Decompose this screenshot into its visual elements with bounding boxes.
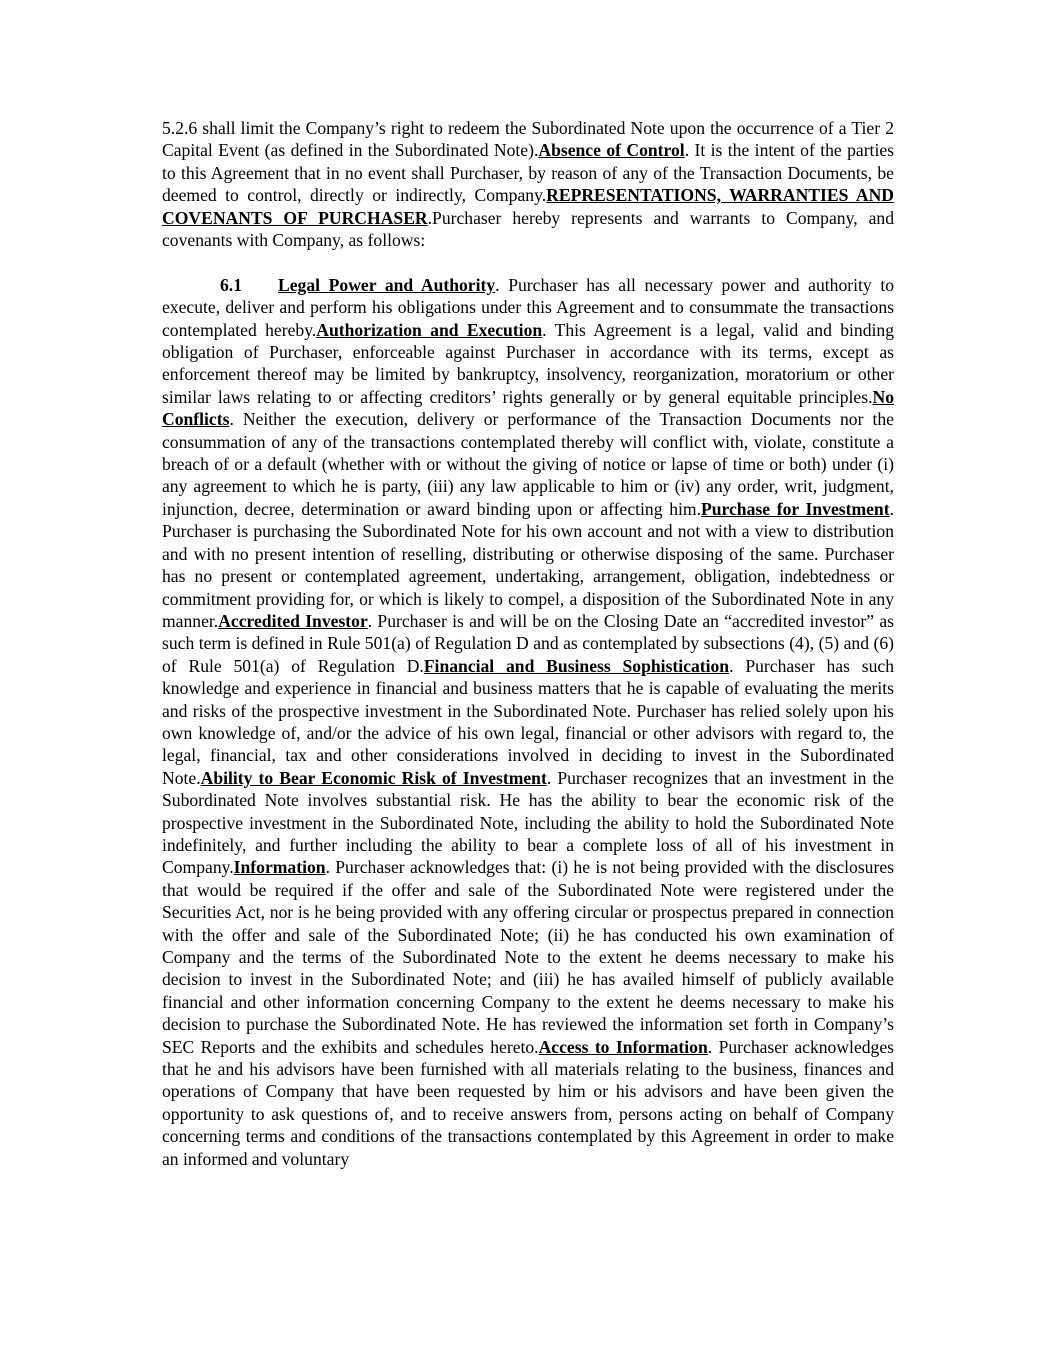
text-ability-to-bear-risk: . Purchaser recognizes that an investment in the Subordinated Note involves substantial risk. He has the ability to bear the economic risk of the prospective investment in the Subordinated Note, including the ability to hold the Subordinated Note indefinitely, and further including the ability to bear a complete loss of all of his investment in Company.	[162, 767, 894, 878]
heading-accredited-investor: Accredited Investor	[218, 610, 368, 631]
text-information: . Purchaser acknowledges that: (i) he is not being provided with the disclosures that would be required if the offer and sale of the Subordinated Note were registered under the Securities Act, nor is he being provided with any offering circular or prospectus prepared in connection with the offer and sale of the Subordinated Note; (ii) he has conducted his own examination of Company and the terms of the Subordinated Note to the extent he deems necessary to make his decision to invest in the Subordinated Note; and (iii) he has availed himself of publicly available financial and other information concerning Company to the extent he deems necessary to make his decision to purchase the Subordinated Note. He has reviewed the information set forth in Company’s SEC Reports and the exhibits and schedules hereto.	[162, 857, 894, 1057]
text-no-conflicts: . Neither the execution, delivery or performance of the Transaction Documents nor the consummation of any of the transactions contemplated thereby will conflict with, violate, constitute a breach of or a default (whether with or without the giving of notice or lapse of time or both) under (i) any agreement to which he is party, (iii) any law applicable to him or (iv) any order, writ, judgment, injunction, decree, determination or award binding upon or affecting him.	[162, 409, 894, 519]
heading-representations-warranties: REPRESENTATIONS, WARRANTIES AND COVENANTS OF PURCHASER	[162, 185, 894, 228]
text-accredited-investor: . Purchaser is and will be on the Closing Date an “accredited investor” as such term is defined in Rule 501(a) of Regulation D and as contemplated by subsections (4), (5) and (6) of Rule 501(a) of Regulation D.	[162, 610, 894, 676]
text-financial-sophistication: . Purchaser has such knowledge and experience in financial and business matters that he is capable of evaluating the merits and risks of the prospective investment in the Subordinated Note. Purchaser has relied solely upon his own knowledge of, and/or the advice of his own legal, financial or other advisors with regard to, the legal, financial, tax and other considerations involved in deciding to invest in the Subordinated Note.	[162, 655, 895, 788]
intro-text-1: 5.2.6 shall limit the Company’s right to redeem the Subordinated Note upon the occurrence of a Tier 2 Capital Event (as defined in the Subordinated Note).	[162, 118, 894, 161]
heading-no-conflicts: No Conflicts	[162, 386, 894, 430]
heading-purchase-for-investment: Purchase for Investment	[700, 498, 890, 519]
heading-financial-sophistication: Financial and Business Sophistication	[423, 655, 730, 676]
heading-absence-of-control: Absence of Control	[538, 140, 685, 161]
section-number: 6.1	[220, 274, 242, 295]
heading-legal-power: Legal Power and Authority	[278, 274, 496, 295]
heading-information: Information	[233, 857, 326, 878]
section-6-1-paragraph	[162, 274, 894, 1170]
heading-access-to-information: Access to Information	[538, 1036, 708, 1057]
text-legal-power: . Purchaser has all necessary power and authority to execute, deliver and perform his obligations under this Agreement and to consummate the transactions contemplated hereby.	[162, 274, 895, 340]
text-authorization: . This Agreement is a legal, valid and binding obligation of Purchaser, enforceable against Purchaser in accordance with its terms, except as enforcement thereof may be limited by bankruptcy, insolvency, reorganization, moratorium or other similar laws relating to or affecting creditors’ rights generally or by general equitable principles.	[162, 319, 894, 407]
heading-authorization: Authorization and Execution	[316, 319, 543, 340]
intro-paragraph	[162, 117, 894, 251]
document-page	[162, 117, 894, 1170]
text-access-to-information: . Purchaser acknowledges that he and his advisors have been furnished with all materials relating to the business, finances and operations of Company that have been requested by him or his advisors and have been given the opportunity to ask questions of, and to receive answers from, persons acting on behalf of Company concerning terms and conditions of the transactions contemplated by this Agreement in order to make an informed and voluntary	[162, 1036, 895, 1169]
text-purchase-for-investment: . Purchaser is purchasing the Subordinated Note for his own account and not with a view to distribution and with no present intention of reselling, distributing or otherwise disposing of the same. Purchaser has no present or contemplated agreement, undertaking, arrangement, obligation, indebtedness or commitment providing for, or which is likely to compel, a disposition of the Subordinated Note in any manner.	[162, 498, 894, 631]
intro-text-2: . It is the intent of the parties to this Agreement that in no event shall Purchaser, by reason of any of the Transaction Documents, be deemed to control, directly or indirectly, Company.	[162, 140, 894, 206]
intro-text-3: .Purchaser hereby represents and warrants to Company, and covenants with Company, as follows:	[162, 207, 894, 251]
heading-ability-to-bear-risk: Ability to Bear Economic Risk of Investment	[200, 767, 547, 788]
